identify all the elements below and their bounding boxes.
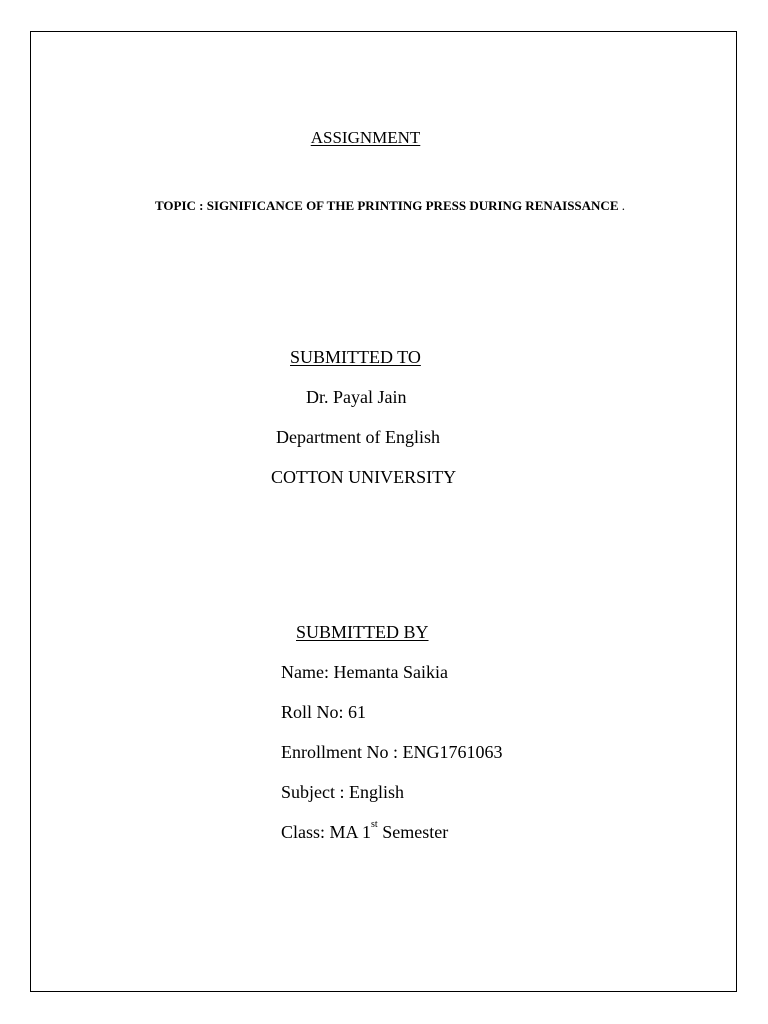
submitted-to-university: COTTON UNIVERSITY [271, 467, 457, 487]
submitted-by-name: Name: Hemanta Saikia [281, 662, 448, 682]
topic-line [0, 199, 768, 212]
submitted-to-department: Department of English [276, 427, 440, 447]
class-suffix: Semester [377, 822, 449, 842]
submitted-by-heading: SUBMITTED BY [296, 622, 429, 642]
topic-text: TOPIC : SIGNIFICANCE OF THE PRINTING PRESS DURING RENAISSANCE [154, 198, 619, 213]
topic-end: . [621, 198, 625, 213]
submitted-to-name: Dr. Payal Jain [306, 387, 407, 407]
class-ordinal-suffix: st [371, 819, 378, 830]
submitted-by-roll: Roll No: 61 [281, 702, 367, 722]
submitted-by-enrollment: Enrollment No : ENG1761063 [281, 742, 503, 762]
submitted-to-heading: SUBMITTED TO [290, 347, 421, 367]
assignment-heading: ASSIGNMENT [310, 128, 421, 147]
class-prefix: Class: MA 1 [281, 822, 372, 842]
submitted-by-subject: Subject : English [281, 782, 404, 802]
submitted-by-class [281, 819, 449, 842]
page-border [30, 31, 737, 992]
